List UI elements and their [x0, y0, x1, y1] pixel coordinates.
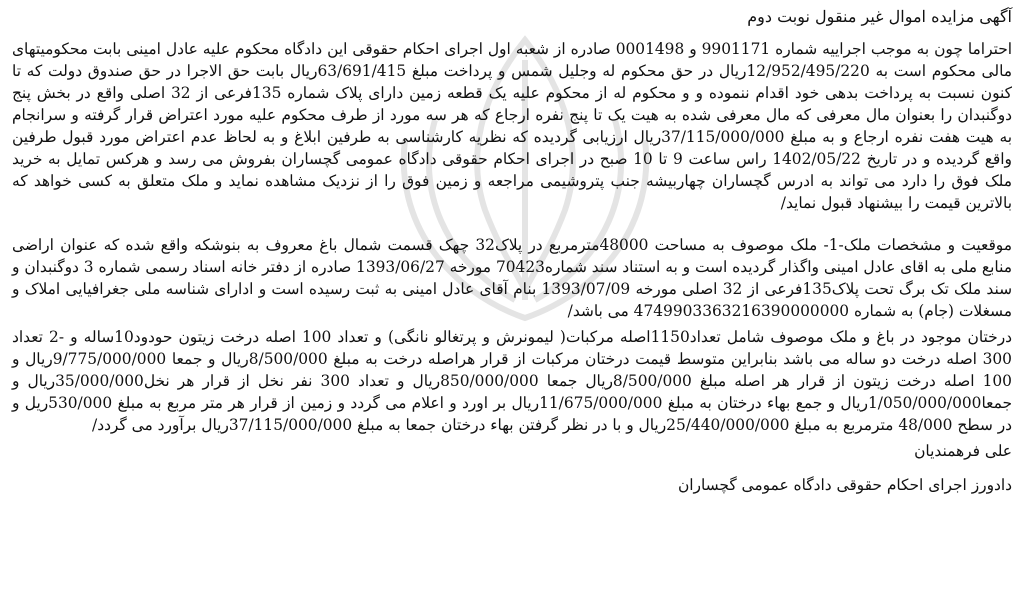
trees-valuation: درختان موجود در باغ و ملک موصوف شامل تعداد1150اصله مرکبات( لیمونرش و پرتغالو نانگی) و تعداد 100 اصله درخت زیتون حودود10ساله و -2 تعداد 300 اصله درخت دو ساله می باشد بنابراین متوسط قیمت درختان مرکبات از قرار هراصله درخت به مبلغ 8/500/000ریال و جمعا 9/775/000/000ریال و 100 اصله درخت زیتون از قرار هر اصله مبلغ 8/500/000ریال جمعا 850/000/000ریال و تعداد 300 نفر نخل از قرار هر نخل35/000/000ریال و جمعا1/050/000/000ریال و جمع بهاء درختان به مبلغ 11/675/000/000ریال بر اورد و اعلام می گردد و زمین از قرار هر متر مربع به مبلغ 530/000ریل و در سطح 48/000 مترمربع به مبلغ 25/440/000/000ریال و با در نظر گرفتن بهاء درختان جمعا به مبلغ 37/115/000/000ریال برآورد می گردد/ [12, 328, 1012, 434]
announcement-document [12, 6, 1012, 496]
announcement-title: آگهی مزایده اموال غیر منقول نوبت دوم [747, 7, 1012, 26]
announcement-body-intro: احتراما چون به موجب اجراییه شماره 9901171 و 0001498 صادره از شعبه اول اجرای احکام حقوقی این دادگاه محکوم علیه عادل امینی بابت محکومیتهای مالی محکوم است به 12/952/495/220ریال در حق محکوم له وجلیل شمس و پرداخت مبلغ 63/691/415ریال بابت حق الاجرا در حق صندوق دولت که تا کنون نسبت به پرداخت بدهی خود اقدام ننموده و و محکوم له از محکوم علیه یک قطعه زمین دارای پلاک شماره 135فرعی از 32 اصلی واقع در بخش پنج دوگنبدان را بعنوان مال معرفی که مال معرفی شده به هیت یک تا پنج نفره ارجاع که هر سه مورد از طرف محکوم علیه مورد اعتراض قرار گرفته و سرانجام به هیت هفت نفره ارجاع و به مبلغ 37/115/000/000ریال ارزیابی گردیده که نظریه کارشناسی به طرفین ابلاغ و به لحاظ عدم اعتراض مورد قبول طرفین واقع گردیده و در تاریخ 1402/05/22 راس ساعت 9 تا 10 صبح در اجرای احکام حقوقی دادگاه عمومی گچساران بفروش می رسد و هرکس تمایل به خرید ملک فوق را دارد می تواند به ادرس گچساران چهاربیشه جنب پتروشیمی مراجعه و زمین فوق را از نزدیک مشاهده نماید و ملک متعلق به کسی خواهد که بالاترین قیمت را بیشنهاد قبول نماید/ [12, 40, 1013, 212]
signature-name: علی فرهمندیان [914, 442, 1012, 460]
property-specifications: موقعیت و مشخصات ملک-1- ملک موصوف به مساحت 48000مترمربع در پلاک32 چهک قسمت شمال باغ معروف به بنوشکه واقع شده که عنوان اراضی منابع ملی به اقای عادل امینی واگذار گردیده است و به استناد سند شماره70423 مورخه 1393/06/27 صادره از دفتر خانه اسناد رسمی شماره 3 دوگنبدان و سند ملک تک برگ تحت پلاک135فرعی از 32 اصلی مورخه 1393/07/09 بنام آقای عادل امینی به ثبت رسیده است و ادارای شناسه ملی جغرافیایی املاک و مسغلات (جام) به شماره 4749903363216390000000 می باشد/ [12, 236, 1012, 320]
signature-title: دادورز اجرای احکام حقوقی دادگاه عمومی گچساران [677, 476, 1012, 494]
